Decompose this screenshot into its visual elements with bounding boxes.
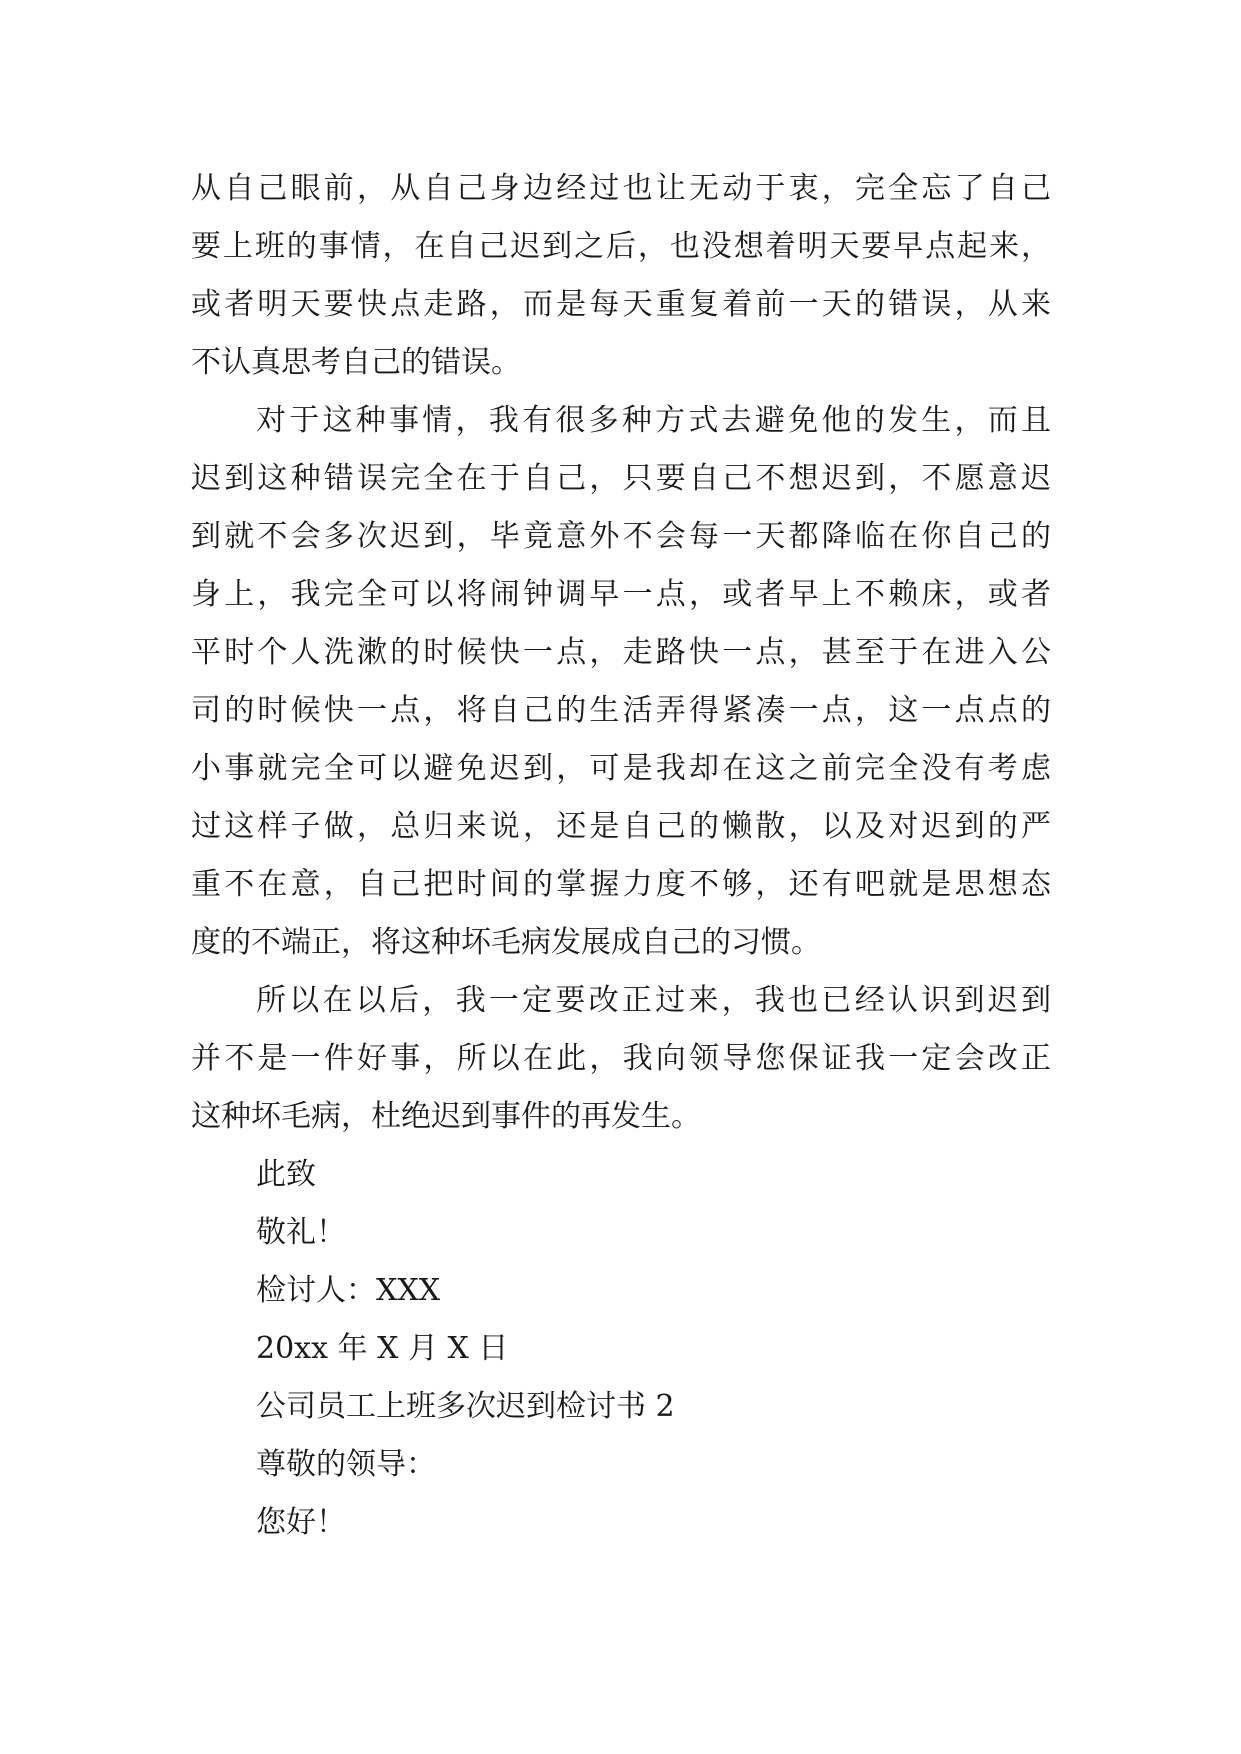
- paragraph-first-line: 对于这种事情，我有很多种方式去避免他的发生，而且: [256, 403, 1051, 438]
- text-line: 到就不会多次迟到，毕竟意外不会每一天都降临在你自己的: [191, 519, 1051, 554]
- text-line: 重不在意，自己把时间的掌握力度不够，还有吧就是思想态: [191, 867, 1051, 902]
- text-line: 这种坏毛病，杜绝迟到事件的再发生。: [191, 1099, 701, 1134]
- signature-line: 检讨人：XXX: [256, 1273, 441, 1308]
- closing-regards: 敬礼！: [256, 1215, 346, 1250]
- text-line: 或者明天要快点走路，而是每天重复着前一天的错误，从来: [191, 287, 1051, 322]
- text-line: 从自己眼前，从自己身边经过也让无动于衷，完全忘了自己: [191, 171, 1051, 206]
- text-line: 平时个人洗漱的时候快一点，走路快一点，甚至于在进入公: [191, 635, 1051, 670]
- text-line: 不认真思考自己的错误。: [191, 345, 521, 380]
- closing-salutation: 此致: [256, 1157, 316, 1192]
- text-line: 迟到这种错误完全在于自己，只要自己不想迟到，不愿意迟: [191, 461, 1051, 496]
- greeting-hello: 您好！: [256, 1505, 346, 1540]
- text-line: 过这样子做，总归来说，还是自己的懒散，以及对迟到的严: [191, 809, 1051, 844]
- text-line: 身上，我完全可以将闹钟调早一点，或者早上不赖床，或者: [191, 577, 1051, 612]
- date-line: 20xx 年 X 月 X 日: [256, 1331, 509, 1366]
- document-body: [191, 160, 1051, 1552]
- text-line: 司的时候快一点，将自己的生活弄得紧凑一点，这一点点的: [191, 693, 1051, 728]
- greeting: 尊敬的领导：: [256, 1447, 436, 1482]
- text-line: 度的不端正，将这种坏毛病发展成自己的习惯。: [191, 925, 821, 960]
- text-line: 要上班的事情，在自己迟到之后，也没想着明天要早点起来，: [191, 229, 1051, 264]
- section-title: 公司员工上班多次迟到检讨书 2: [256, 1389, 675, 1424]
- text-line: 小事就完全可以避免迟到，可是我却在这之前完全没有考虑: [191, 751, 1051, 786]
- paragraph-first-line: 所以在以后，我一定要改正过来，我也已经认识到迟到: [256, 983, 1051, 1018]
- text-line: 并不是一件好事，所以在此，我向领导您保证我一定会改正: [191, 1041, 1051, 1076]
